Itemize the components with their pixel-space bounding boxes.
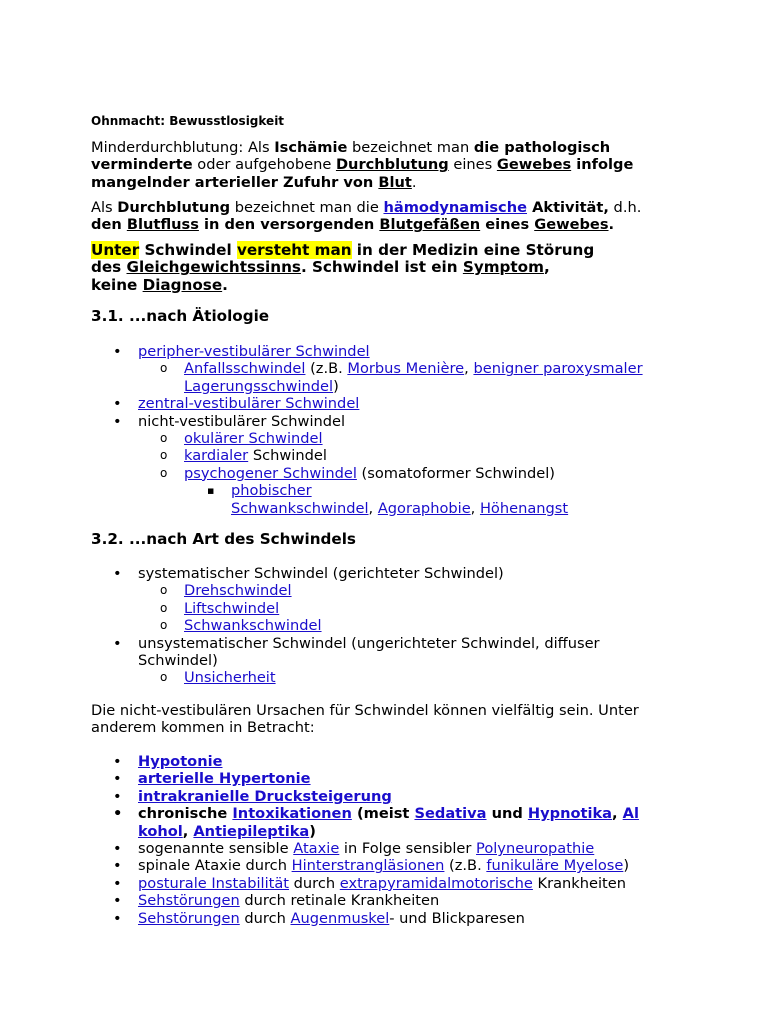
link-lagerungsschwindel[interactable]: Lagerungsschwindel — [184, 377, 334, 395]
text-bold: den — [91, 216, 127, 234]
link-hypotonie[interactable]: Hypotonie — [138, 753, 223, 770]
text-bold: in den versorgenden — [198, 216, 380, 234]
text: in Folge sensibler — [339, 840, 477, 858]
text: , — [543, 258, 550, 277]
term-durchblutung: Durchblutung — [335, 156, 449, 174]
text: systematischer Schwindel (gerichteter Schwindel) — [138, 565, 504, 582]
text: chronische — [138, 805, 233, 823]
link-sehstoerungen[interactable]: Sehstörungen — [138, 909, 240, 927]
list-item — [0, 892, 768, 909]
text: Schwindel — [248, 447, 327, 465]
paragraph-durchblutung — [91, 199, 691, 234]
list-item — [0, 465, 768, 482]
link-alkohol[interactable]: Al — [622, 805, 639, 823]
term-blutgefaessen: Blutgefäßen — [379, 216, 481, 234]
text-bold: eines — [480, 216, 535, 234]
link-sehstoerungen[interactable]: Sehstörungen — [138, 892, 240, 910]
text: , — [464, 360, 474, 378]
text: (z.B. — [444, 857, 487, 875]
link-benigner-paroxysmaler[interactable]: benigner paroxysmaler — [473, 360, 643, 378]
highlight-unter: Unter — [91, 241, 140, 259]
text: ) — [309, 822, 316, 840]
text: eines — [448, 156, 497, 174]
text: , — [368, 499, 378, 517]
link-agoraphobie[interactable]: Agoraphobie — [377, 499, 471, 517]
link-zentral-vestibulaer[interactable]: zentral-vestibulärer Schwindel — [138, 395, 360, 413]
text: . Schwindel ist ein — [300, 258, 463, 277]
term-ischaemie: Ischämie — [274, 139, 348, 156]
term-gewebes: Gewebes — [534, 216, 609, 234]
link-hinterstranglaesionen[interactable]: Hinterstrangläsionen — [291, 857, 445, 875]
list-item — [0, 788, 768, 805]
list-aetiologie — [0, 343, 768, 517]
list-item — [0, 582, 768, 599]
text: (z.B. — [305, 360, 348, 378]
text: , — [612, 805, 623, 823]
list-art-des-schwindels — [0, 565, 768, 687]
link-unsicherheit[interactable]: Unsicherheit — [184, 669, 276, 687]
list-item — [0, 617, 768, 634]
list-item — [0, 430, 768, 447]
text: . — [411, 173, 417, 191]
list-item — [0, 413, 768, 430]
link-haemodynamische[interactable]: hämodynamische — [383, 199, 527, 216]
list-item — [0, 635, 768, 670]
text: Minderdurchblutung: Als — [91, 139, 275, 156]
text: (somatoformer Schwindel) — [356, 464, 555, 482]
text: durch — [239, 909, 291, 927]
link-polyneuropathie[interactable]: Polyneuropathie — [476, 840, 595, 858]
term-blutfluss: Blutfluss — [126, 216, 199, 234]
term-durchblutung: Durchblutung — [117, 199, 231, 216]
text: Die nicht-vestibulären Ursachen für Schwindel können vielfältig sein. Unter — [91, 702, 639, 719]
paragraph-ursachen — [91, 702, 731, 737]
link-hypnotika[interactable]: Hypnotika — [527, 805, 613, 823]
list-item — [0, 343, 768, 360]
text: in der Medizin eine Störung — [351, 241, 595, 259]
document-title: Ohnmacht: Bewusstlosigkeit — [91, 114, 285, 128]
text: unsystematischer Schwindel (ungerichteter Schwindel, diffuser — [138, 634, 600, 652]
link-antiepileptika[interactable]: Antiepileptika — [193, 822, 310, 840]
link-peripher-vestibulaer[interactable]: peripher-vestibulärer Schwindel — [138, 343, 370, 360]
link-posturale-instabilitaet[interactable]: posturale Instabilität — [138, 874, 290, 892]
list-item — [0, 600, 768, 617]
text: durch — [289, 874, 340, 892]
link-psychogener-schwindel[interactable]: psychogener Schwindel — [184, 464, 357, 482]
term-gleichgewichtssinns: Gleichgewichtssinns — [126, 258, 301, 277]
text: keine — [91, 275, 143, 294]
text: (meist — [351, 805, 415, 823]
link-ataxie[interactable]: Ataxie — [293, 840, 340, 858]
term-blut: Blut — [378, 173, 412, 191]
text: oder aufgehobene — [192, 156, 336, 174]
link-arterielle-hypertonie[interactable]: arterielle Hypertonie — [138, 770, 311, 788]
text: , — [182, 822, 194, 840]
link-liftschwindel[interactable]: Liftschwindel — [184, 599, 280, 617]
text: nicht-vestibulärer Schwindel — [138, 412, 346, 430]
link-morbus-meniere[interactable]: Morbus Menière — [347, 360, 465, 378]
list-item — [0, 753, 768, 770]
text: , — [470, 499, 480, 517]
link-intoxikationen[interactable]: Intoxikationen — [232, 805, 352, 823]
text-bold: Aktivität, — [527, 199, 609, 216]
text: ) — [623, 857, 630, 875]
link-anfallsschwindel[interactable]: Anfallsschwindel — [184, 360, 306, 378]
term-diagnose: Diagnose — [142, 275, 223, 294]
text: Schwindel) — [138, 652, 218, 670]
list-item — [0, 910, 768, 927]
link-augenmuskel[interactable]: Augenmuskel — [290, 909, 390, 927]
text: Als — [91, 199, 118, 216]
text: Krankheiten — [532, 874, 626, 892]
term-symptom: Symptom — [462, 258, 544, 277]
link-funikulaere-myelose[interactable]: funikuläre Myelose — [486, 857, 624, 875]
link-schwankschwindel[interactable]: Schwankschwindel — [231, 499, 369, 517]
link-schwankschwindel[interactable]: Schwankschwindel — [184, 617, 322, 635]
text: und — [486, 805, 528, 823]
link-intrakranielle-drucksteigerung[interactable]: intrakranielle Drucksteigerung — [138, 787, 392, 805]
text-bold: . — [608, 216, 615, 234]
link-alkohol[interactable]: kohol — [138, 822, 183, 840]
text: bezeichnet man — [347, 139, 474, 156]
link-hoehenangst[interactable]: Höhenangst — [479, 499, 569, 517]
text: d.h. — [608, 199, 642, 216]
link-phobischer[interactable]: phobischer — [231, 482, 312, 500]
link-drehschwindel[interactable]: Drehschwindel — [184, 582, 292, 600]
list-item — [0, 875, 768, 892]
text: - und Blickparesen — [389, 909, 525, 927]
text: spinale Ataxie durch — [138, 857, 292, 875]
link-okulaerer-schwindel[interactable]: okulärer Schwindel — [184, 430, 323, 448]
list-item — [0, 669, 768, 686]
link-sedativa[interactable]: Sedativa — [414, 805, 487, 823]
list-item — [0, 395, 768, 412]
text: bezeichnet man die — [230, 199, 384, 216]
text: Schwindel — [139, 241, 237, 259]
link-kardialer[interactable]: kardialer — [184, 447, 249, 465]
list-item — [0, 840, 768, 857]
text: ) — [333, 377, 339, 395]
heading-aetiologie: 3.1. ...nach Ätiologie — [91, 307, 270, 325]
text: . — [222, 275, 228, 294]
text-bold: infolge mangelnder arterieller Zufuhr von — [91, 156, 634, 191]
heading-art-des-schwindels: 3.2. ...nach Art des Schwindels — [91, 530, 356, 548]
list-ursachen — [0, 753, 768, 927]
list-item — [0, 805, 768, 840]
list-item — [0, 565, 768, 582]
term-gewebes: Gewebes — [496, 156, 572, 174]
highlight-versteht-man: versteht man — [236, 241, 352, 259]
list-item — [0, 447, 768, 464]
paragraph-ischaemie — [91, 139, 691, 191]
list-item — [0, 482, 768, 517]
list-item — [0, 360, 768, 395]
text: des — [91, 258, 127, 277]
paragraph-schwindel — [91, 242, 691, 294]
list-item — [0, 857, 768, 874]
text: sogenannte sensible — [138, 840, 294, 858]
link-extrapyramidalmotorische[interactable]: extrapyramidalmotorische — [339, 874, 533, 892]
text: durch retinale Krankheiten — [239, 892, 440, 910]
text: anderem kommen in Betracht: — [91, 719, 315, 737]
text-bold: die pathologisch verminderte — [91, 139, 611, 174]
list-item — [0, 770, 768, 787]
